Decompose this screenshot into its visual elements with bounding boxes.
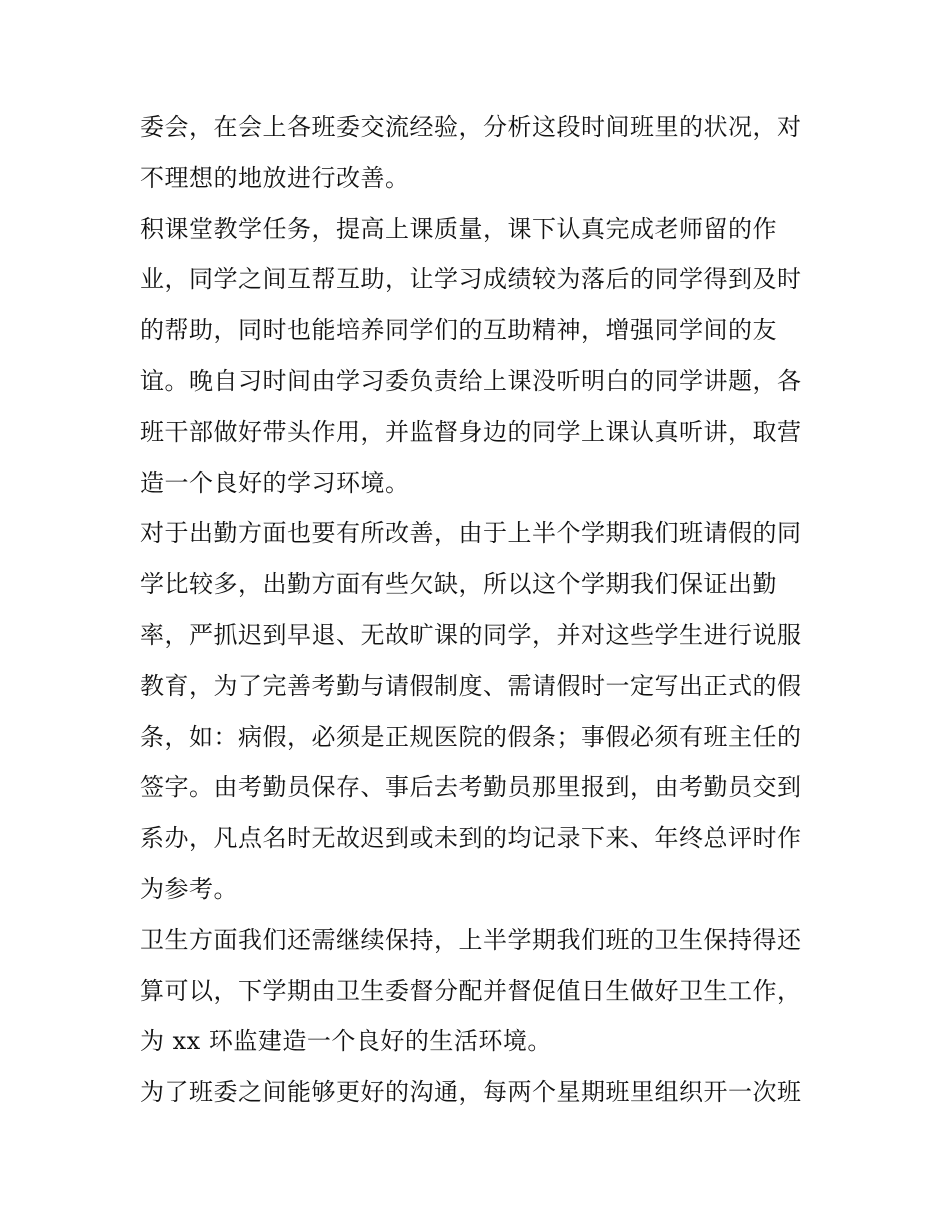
document-body [140, 102, 812, 1118]
text-line: 卫生方面我们还需继续保持，上半学期我们班的卫生保持得还 [140, 925, 802, 954]
text-line: 为 xx 环监建造一个良好的生活环境。 [140, 1027, 552, 1056]
text-line: 委会，在会上各班委交流经验，分析这段时间班里的状况，对 [140, 113, 802, 141]
text-line: 谊。晚自习时间由学习委负责给上课没听明白的同学讲题，各 [140, 366, 802, 395]
text-line: 班干部做好带头作用，并监督身边的同学上课认真听讲，取营 [140, 417, 802, 446]
text-line: 签字。由考勤员保存、事后去考勤员那里报到，由考勤员交到 [140, 773, 802, 802]
text-line: 学比较多，出勤方面有些欠缺，所以这个学期我们保证出勤 [140, 570, 777, 599]
text-line: 不理想的地放进行改善。 [140, 163, 410, 192]
text-line: 造一个良好的学习环境。 [140, 468, 410, 497]
text-line: 条，如：病假，必须是正规医院的假条；事假必须有班主任的 [140, 722, 802, 751]
text-line: 系办，凡点名时无故迟到或未到的均记录下来、年终总评时作 [140, 824, 802, 853]
text-line: 的帮助，同时也能培养同学们的互助精神，增强同学间的友 [140, 316, 777, 345]
text-line: 算可以，下学期由卫生委督分配并督促值日生做好卫生工作， [140, 976, 802, 1005]
text-line: 业，同学之间互帮互助，让学习成绩较为落后的同学得到及时 [140, 265, 802, 294]
text-line: 教育，为了完善考勤与请假制度、需请假时一定写出正式的假 [140, 671, 802, 700]
text-line: 为了班委之间能够更好的沟通，每两个星期班里组织开一次班 [140, 1078, 802, 1107]
text-line: 积课堂教学任务，提高上课质量，课下认真完成老师留的作 [140, 214, 777, 243]
text-line: 率，严抓迟到早退、无故旷课的同学，并对这些学生进行说服 [140, 620, 802, 649]
text-line: 为参考。 [140, 874, 238, 903]
text-line: 对于出勤方面也要有所改善，由于上半个学期我们班请假的同 [140, 519, 802, 548]
